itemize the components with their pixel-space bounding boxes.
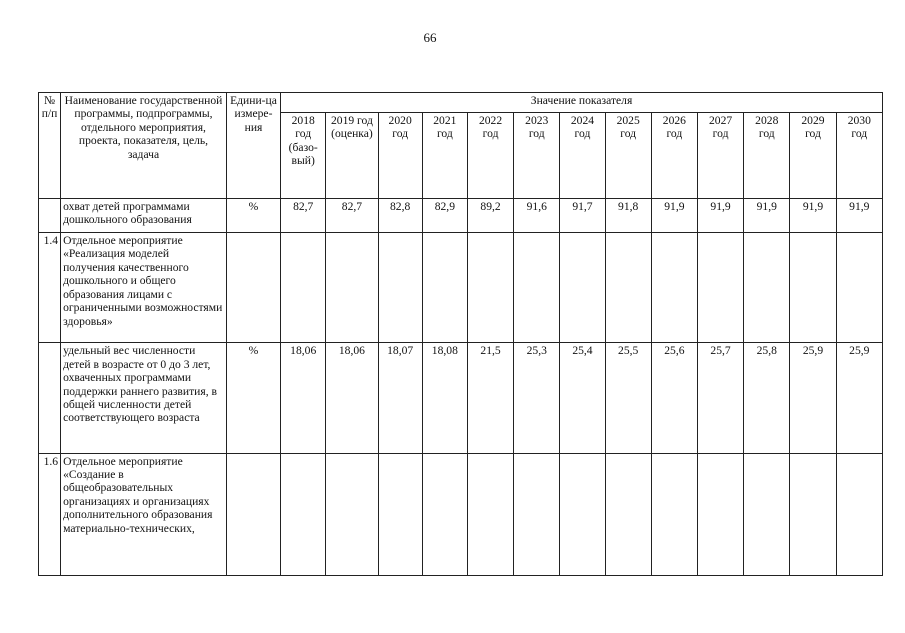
row-value bbox=[836, 453, 882, 575]
row-value bbox=[378, 453, 422, 575]
row-value: 82,7 bbox=[281, 199, 326, 233]
header-year: 2025 год bbox=[605, 113, 651, 199]
row-value: 18,06 bbox=[281, 343, 326, 453]
row-value bbox=[790, 233, 836, 343]
row-value bbox=[281, 453, 326, 575]
header-year: 2023 год bbox=[514, 113, 560, 199]
table-row bbox=[39, 453, 883, 575]
row-num: 1.6 bbox=[39, 453, 61, 575]
header-year: 2027 год bbox=[697, 113, 743, 199]
row-value bbox=[651, 453, 697, 575]
row-value bbox=[514, 453, 560, 575]
row-value bbox=[744, 453, 790, 575]
row-value: 25,8 bbox=[744, 343, 790, 453]
row-value: 18,07 bbox=[378, 343, 422, 453]
row-value bbox=[697, 233, 743, 343]
row-name: Отдельное мероприятие «Реализация моделей получения качественного дошкольного и общего образования лицами с ограниченными возможностями здоровья» bbox=[61, 233, 227, 343]
row-value: 25,6 bbox=[651, 343, 697, 453]
row-value: 25,4 bbox=[560, 343, 605, 453]
header-year: 2029 год bbox=[790, 113, 836, 199]
row-value bbox=[514, 233, 560, 343]
row-value: 82,8 bbox=[378, 199, 422, 233]
row-value: 21,5 bbox=[467, 343, 513, 453]
header-values-group: Значение показателя bbox=[281, 93, 883, 113]
row-value bbox=[281, 233, 326, 343]
row-value: 91,7 bbox=[560, 199, 605, 233]
row-value: 89,2 bbox=[467, 199, 513, 233]
row-value bbox=[744, 233, 790, 343]
row-value bbox=[422, 233, 467, 343]
row-value bbox=[422, 453, 467, 575]
row-value: 18,08 bbox=[422, 343, 467, 453]
table-row bbox=[39, 199, 883, 233]
row-value: 25,9 bbox=[836, 343, 882, 453]
row-name: Отдельное мероприятие «Создание в общеобразовательных организациях и организациях дополнительного образования материально-технических, bbox=[61, 453, 227, 575]
row-value: 18,06 bbox=[326, 343, 378, 453]
row-value bbox=[605, 453, 651, 575]
row-value: 91,9 bbox=[651, 199, 697, 233]
row-value bbox=[790, 453, 836, 575]
row-value: 82,7 bbox=[326, 199, 378, 233]
row-value: 91,8 bbox=[605, 199, 651, 233]
row-unit bbox=[226, 233, 280, 343]
row-value bbox=[378, 233, 422, 343]
row-value bbox=[560, 233, 605, 343]
row-unit: % bbox=[226, 199, 280, 233]
row-value bbox=[605, 233, 651, 343]
row-name: охват детей программами дошкольного образования bbox=[61, 199, 227, 233]
row-value: 25,3 bbox=[514, 343, 560, 453]
row-value: 25,5 bbox=[605, 343, 651, 453]
header-year: 2030 год bbox=[836, 113, 882, 199]
row-value: 25,7 bbox=[697, 343, 743, 453]
header-year: 2028 год bbox=[744, 113, 790, 199]
indicators-table bbox=[38, 92, 883, 576]
row-name: удельный вес численности детей в возрасте от 0 до 3 лет, охваченных программами поддержки раннего развития, в общей численности детей соответствующего возраста bbox=[61, 343, 227, 453]
header-name: Наименование государственной программы, подпрограммы, отдельного мероприятия, проекта, показателя, цель, задача bbox=[61, 93, 227, 199]
header-year: 2026 год bbox=[651, 113, 697, 199]
row-value bbox=[651, 233, 697, 343]
row-value bbox=[560, 453, 605, 575]
row-num bbox=[39, 199, 61, 233]
row-value bbox=[467, 453, 513, 575]
row-value bbox=[326, 453, 378, 575]
row-value: 91,6 bbox=[514, 199, 560, 233]
header-year: 2019 год (оценка) bbox=[326, 113, 378, 199]
row-unit bbox=[226, 453, 280, 575]
row-value: 82,9 bbox=[422, 199, 467, 233]
table-row bbox=[39, 233, 883, 343]
row-value bbox=[326, 233, 378, 343]
header-num: № п/п bbox=[39, 93, 61, 199]
row-num bbox=[39, 343, 61, 453]
row-value: 91,9 bbox=[836, 199, 882, 233]
row-value: 91,9 bbox=[790, 199, 836, 233]
page-number: 66 bbox=[423, 30, 437, 45]
table-row bbox=[39, 343, 883, 453]
header-year: 2022 год bbox=[467, 113, 513, 199]
header-year: 2021 год bbox=[422, 113, 467, 199]
row-unit: % bbox=[226, 343, 280, 453]
row-value: 91,9 bbox=[697, 199, 743, 233]
row-value: 25,9 bbox=[790, 343, 836, 453]
header-year: 2018 год (базо-вый) bbox=[281, 113, 326, 199]
row-value: 91,9 bbox=[744, 199, 790, 233]
header-unit: Едини-ца измере-ния bbox=[226, 93, 280, 199]
row-value bbox=[467, 233, 513, 343]
row-value bbox=[836, 233, 882, 343]
header-year: 2024 год bbox=[560, 113, 605, 199]
header-year: 2020 год bbox=[378, 113, 422, 199]
row-value bbox=[697, 453, 743, 575]
row-num: 1.4 bbox=[39, 233, 61, 343]
